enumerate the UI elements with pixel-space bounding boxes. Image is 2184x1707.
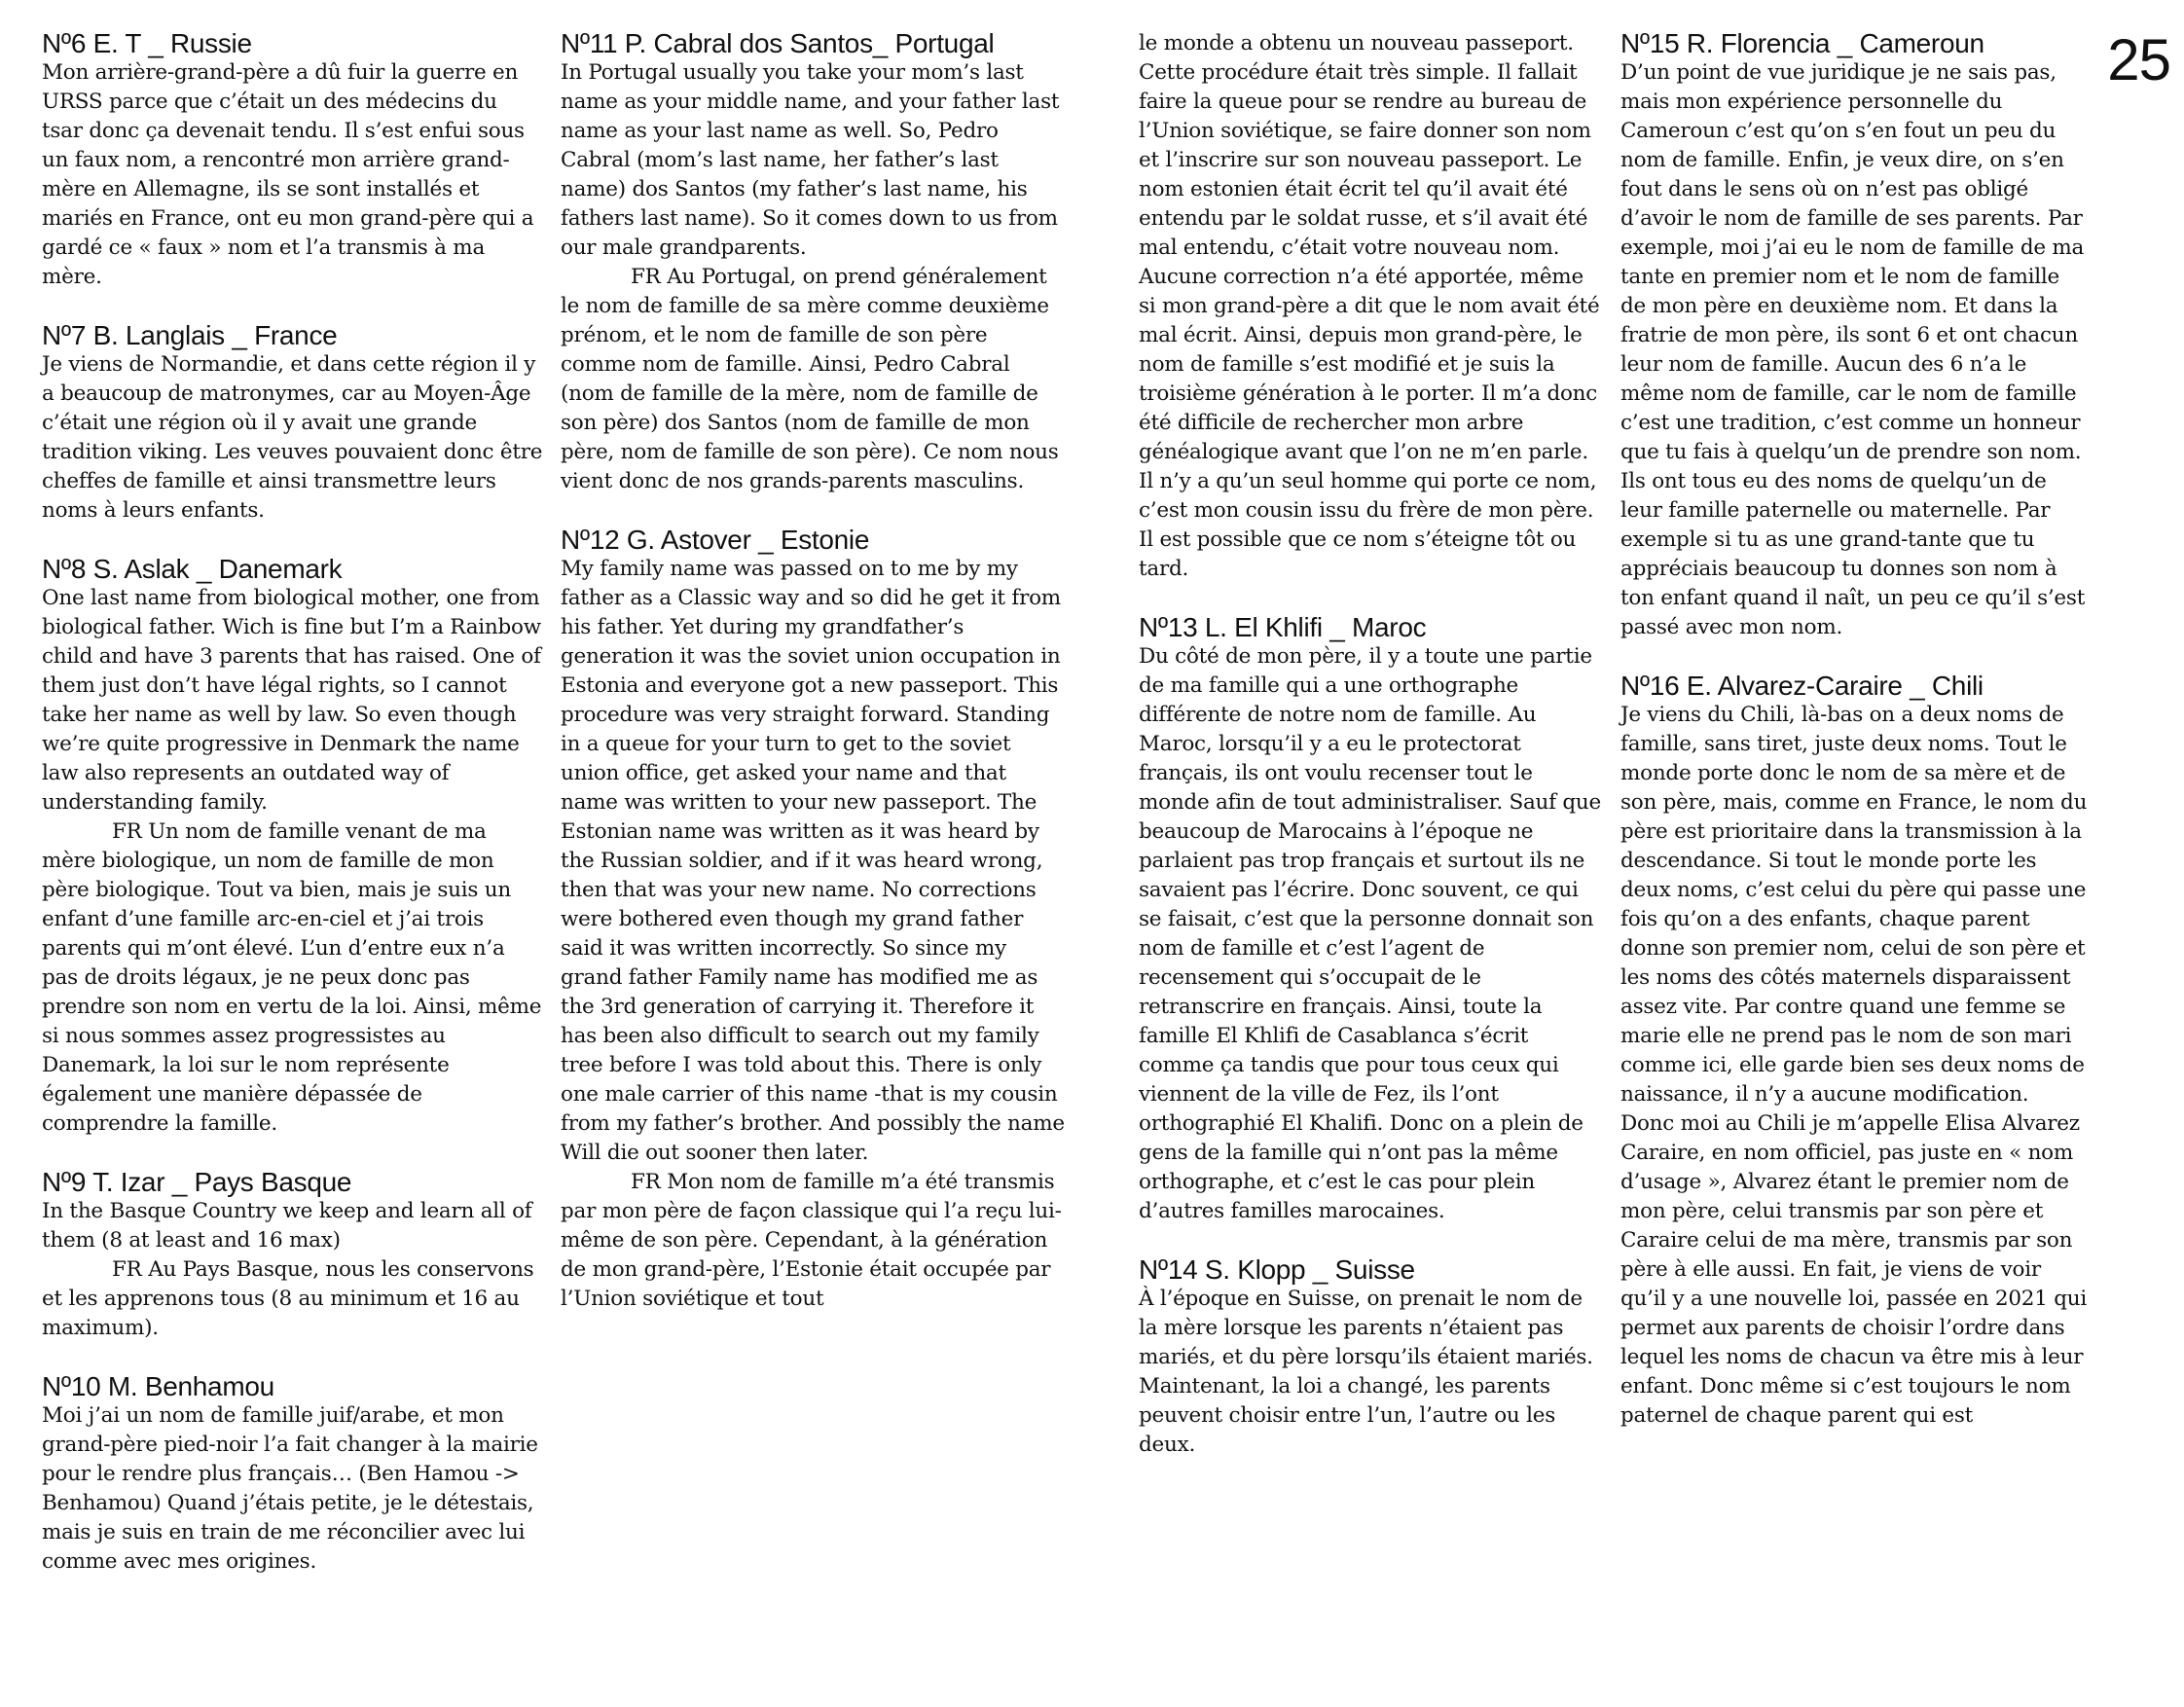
entry-heading: Nº14 S. Klopp _ Suisse: [1139, 1254, 1415, 1285]
entry-paragraph: Je viens du Chili, là-bas on a deux noms de famille, sans tiret, juste deux noms. Tout le monde porte donc le nom de sa mère et de son père, mais, comme en France, le nom du père est prioritaire dans la transmission à la descendance. Si tout le monde porte les deux noms, c’est celui du père qui passe une fois qu’on a des enfants, chaque parent donne son premier nom, celui de son père et les noms des côtés maternels disparaissent assez vite. Par contre quand une femme se marie elle ne prend pas le nom de son mari comme ici, elle garde bien ses deux noms de naissance, il n’y a aucune modification. Donc moi au Chili je m’appelle Elisa Alvarez Caraire, en nom officiel, pas juste en « nom d’usage », Alvarez étant le premier nom de mon père, celui transmis par son père et Caraire celui de ma mère, transmis par son père à elle aussi. En fait, je viens de voir qu’il y a une nouvelle loi, passée en 2021 qui permet aux parents de choisir l’ordre dans lequel les noms de chacun va être mis à leur enfant. Donc même si c’est toujours le nom paternel de chaque parent qui est: [1620, 703, 2088, 1428]
entry-paragraph-fr: FR Mon nom de famille m’a été transmis par mon père de façon classique qui l’a reçu lui-même de son père. Cependant, à la génération de mon grand-père, l’Estonie était occupée par l’Union soviétique et tout: [561, 1170, 1062, 1311]
entry-heading: Nº10 M. Benhamou: [42, 1371, 274, 1401]
entry-16-chili: [1620, 672, 2088, 1431]
entry-heading: Nº16 E. Alvarez-Caraire _ Chili: [1620, 671, 1984, 701]
entry-paragraph-fr: FR Au Portugal, on prend généralement le nom de famille de sa mère comme deuxième prénom, et le nom de famille de son père comme nom de famille. Ainsi, Pedro Cabral (nom de famille de la mère, nom de famille de son père) dos Santos (nom de famille de mon père, nom de famille de son père). Ce nom nous vient donc de nos grands-parents masculins.: [561, 265, 1059, 493]
entry-paragraph: Du côté de mon père, il y a toute une partie de ma famille qui a une orthographe différente de notre nom de famille. Au Maroc, lorsqu’il y a eu le protectorat français, ils ont voulu recenser tout le monde afin de tout administraliser. Sauf que beaucoup de Marocains à l’époque ne parlaient pas trop français et surtout ils ne savaient pas l’écrire. Donc souvent, ce qui se faisait, c’est que la personne donnait son nom de famille et c’est l’agent de recensement qui s’occupait de le retranscrire en français. Ainsi, toute la famille El Khlifi de Casablanca s’écrit comme ça tandis que pour tous ceux qui viennent de la ville de Fez, ils l’ont orthographié El Khalifi. Donc on a plein de gens de la famille qui n’ont pas la même orthographe, et c’est le cas pour plein d’autres familles marocaines.: [1139, 644, 1602, 1223]
text-column-4: [1620, 29, 2088, 1460]
entry-07-france: [42, 321, 543, 526]
entry-paragraph: À l’époque en Suisse, on prenait le nom de la mère lorsque les parents n’étaient pas mariés, et du père lorsqu’ils étaient mariés. Maintenant, la loi a changé, les parents peuvent choisir entre l’un, l’autre ou les deux.: [1139, 1287, 1593, 1457]
entry-paragraph: D’un point de vue juridique je ne sais pas, mais mon expérience personnelle du Cameroun c’est qu’on s’en fout un peu du nom de famille. Enfin, je veux dire, on s’en fout dans le sens où on n’est pas obligé d’avoir le nom de famille de ses parents. Par exemple, moi j’ai eu le nom de famille de ma tante en premier nom et le nom de famille de mon père en deuxième nom. Et dans la fratrie de mon père, ils sont 6 et ont chacun leur nom de famille. Aucun des 6 n’a le même nom de famille, car le nom de famille c’est une tradition, c’est comme un honneur que tu fais à quelqu’un de prendre son nom. Ils ont tous eu des noms de quelqu’un de leur famille paternelle ou maternelle. Par exemple si tu as une grand-tante que tu appréciais beaucoup tu donnes son nom à ton enfant quand il naît, un peu ce qu’il s’est passé avec mon nom.: [1620, 60, 2086, 639]
entry-paragraph: In Portugal usually you take your mom’s last name as your middle name, and your father last name as your last name as well. So, Pedro Cabral (mom’s last name, her father’s last name) dos Santos (my father’s last name, his fathers last name). So it comes down to us from our male grandparents.: [561, 60, 1060, 260]
entry-09-pays-basque: [42, 1168, 543, 1343]
entry-paragraph: My family name was passed on to me by my father as a Classic way and so did he get it from his father. Yet during my grandfather’s generation it was the soviet union occupation in Estonia and everyone got a new passeport. This procedure was very straight forward. Standing in a queue for your turn to get to the soviet union office, get asked your name and that name was written to your new passeport. The Estonian name was written as it was heard by the Russian soldier, and if it was heard wrong, then that was your new name. No corrections were bothered even though my grand father said it was written incorrectly. So since my grand father Family name has modified me as the 3rd generation of carrying it. Therefore it has been also difficult to search out my family tree before I was told about this. There is only one male carrier of this name -that is my cousin from my father’s brother. And possibly the name Will die out sooner then later.: [561, 557, 1065, 1165]
entry-12-continued: [1139, 29, 1601, 584]
text-column-3: [1139, 29, 1601, 1489]
entry-paragraph: Moi j’ai un nom de famille juif/arabe, et mon grand-père pied-noir l’a fait changer à la mairie pour le rendre plus français… (Ben Hamou -> Benhamou) Quand j’étais petite, je le détestais, mais je suis en train de me réconcilier avec lui comme avec mes origines.: [42, 1403, 538, 1574]
text-column-1: [42, 29, 543, 1606]
entry-14-suisse: [1139, 1255, 1601, 1460]
entry-11-portugal: [561, 29, 1067, 496]
entry-heading: Nº11 P. Cabral dos Santos_ Portugal: [561, 28, 995, 58]
entry-heading: Nº12 G. Astover _ Estonie: [561, 525, 870, 555]
entry-paragraph: Mon arrière-grand-père a dû fuir la guerre en URSS parce que c’était un des médecins du tsar donc ça devenait tendu. Il s’est enfui sous un faux nom, a rencontré mon arrière grand-mère en Allemagne, ils se sont installés et mariés en France, ont eu mon grand-père qui a gardé ce « faux » nom et l’a transmis à ma mère.: [42, 60, 534, 289]
entry-heading: Nº7 B. Langlais _ France: [42, 320, 338, 350]
page-number: 25: [2107, 27, 2170, 92]
entry-13-maroc: [1139, 613, 1601, 1226]
entry-heading: Nº6 E. T _ Russie: [42, 28, 252, 58]
entry-paragraph-fr: FR Un nom de famille venant de ma mère biologique, un nom de famille de mon père biologique. Tout va bien, mais je suis un enfant d’une famille arc-en-ciel et j’ai trois parents qui m’ont élevé. L’un d’entre eux n’a pas de droits légaux, je ne peux donc pas prendre son nom en vertu de la loi. Ainsi, même si nous sommes assez progressistes au Danemark, la loi sur le nom représente également une manière dépassée de comprendre la famille.: [42, 819, 542, 1136]
entry-06-russie: [42, 29, 543, 292]
entry-paragraph: In the Basque Country we keep and learn all of them (8 at least and 16 max): [42, 1199, 532, 1253]
entry-paragraph-fr: FR Au Pays Basque, nous les conservons et les apprenons tous (8 au minimum et 16 au maximum).: [42, 1257, 534, 1340]
text-column-2: [561, 29, 1067, 1343]
entry-heading: Nº8 S. Aslak _ Danemark: [42, 554, 343, 584]
entry-heading: Nº13 L. El Khlifi _ Maroc: [1139, 612, 1427, 642]
entry-12-estonie: [561, 526, 1067, 1314]
entry-10-benhamou: [42, 1372, 543, 1577]
entry-heading: Nº15 R. Florencia _ Cameroun: [1620, 28, 1984, 58]
entry-15-cameroun: [1620, 29, 2088, 642]
entry-heading: Nº9 T. Izar _ Pays Basque: [42, 1167, 352, 1197]
entry-paragraph: Je viens de Normandie, et dans cette région il y a beaucoup de matronymes, car au Moyen-Âge c’était une région où il y avait une grande tradition viking. Les veuves pouvaient donc être cheffes de famille et ainsi transmettre leurs noms à leurs enfants.: [42, 352, 543, 523]
entry-paragraph: One last name from biological mother, one from biological father. Wich is fine but I’m a Rainbow child and have 3 parents that has raised. One of them just don’t have légal rights, so I cannot take her name as well by law. So even though we’re quite progressive in Denmark the name law also represents an outdated way of understanding family.: [42, 586, 541, 815]
entry-08-danemark: [42, 555, 543, 1139]
entry-paragraph: le monde a obtenu un nouveau passeport. Cette procédure était très simple. Il fallait faire la queue pour se rendre au bureau de l’Union soviétique, se faire donner son nom et l’inscrire sur son nouveau passeport. Le nom estonien était écrit tel qu’il avait été entendu par le soldat russe, et s’il avait été mal entendu, c’était votre nouveau nom. Aucune correction n’a été apportée, même si mon grand-père a dit que le nom avait été mal écrit. Ainsi, depuis mon grand-père, le nom de famille s’est modifié et je suis la troisième génération à le porter. Il m’a donc été difficile de rechercher mon arbre généalogique avant que l’on ne m’en parle. Il n’y a qu’un seul homme qui porte ce nom, c’est mon cousin issu du frère de mon père. Il est possible que ce nom s’éteigne tôt ou tard.: [1139, 31, 1600, 581]
